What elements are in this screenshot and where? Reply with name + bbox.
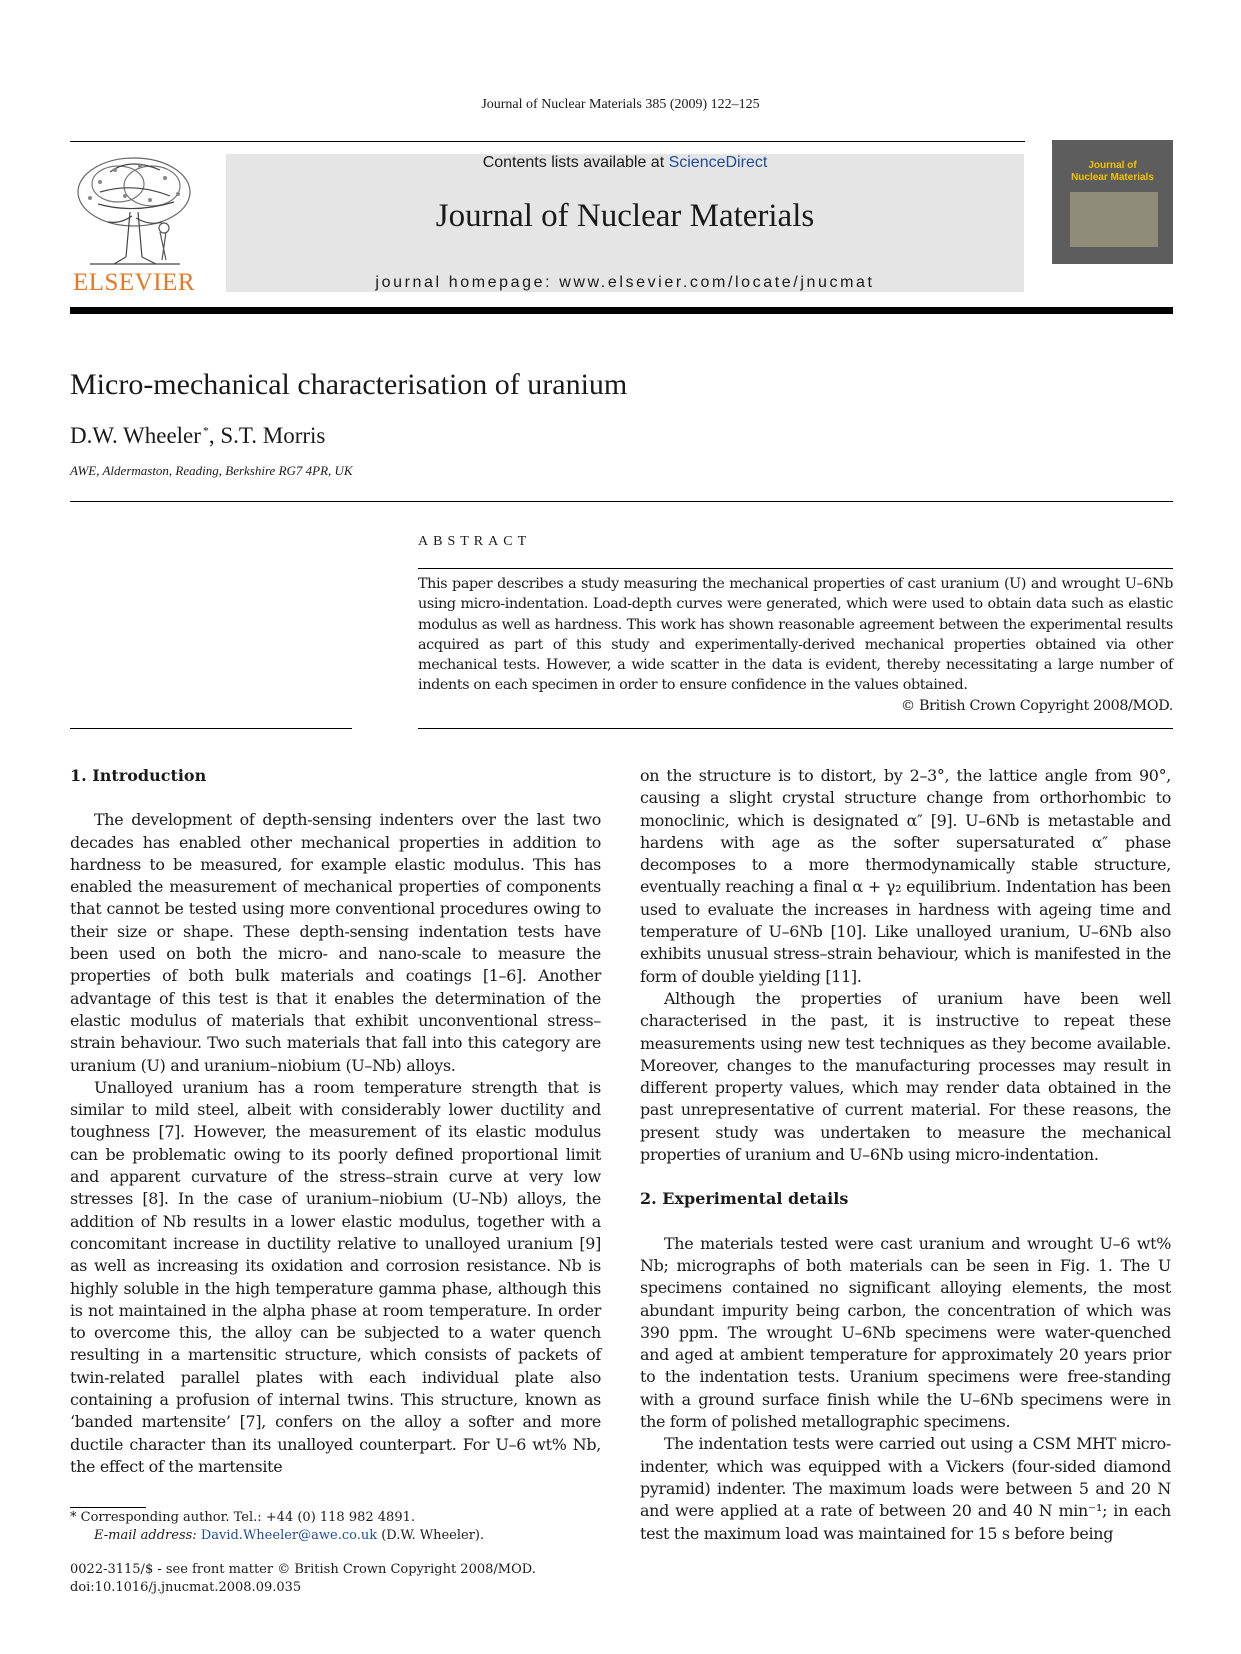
author-wheeler: D.W. Wheeler — [70, 423, 201, 448]
elsevier-wordmark: ELSEVIER — [72, 269, 196, 296]
abstract-copyright: © British Crown Copyright 2008/MOD. — [900, 697, 1173, 714]
intro-paragraph-2: Unalloyed uranium has a room temperature strength that is similar to mild steel, albeit with considerably lower ductility and toughness [7]. However, the measurement of its elastic modulus can be problematic owing to its poorly defined proportional limit and apparent curvature of the stress–strain curve at very low stresses [8]. In the case of uranium–niobium (U–Nb) alloys, the addition of Nb results in a lower elastic modulus, together with a concomitant increase in ductility relative to unalloyed uranium [9] as well as increasing its oxidation and corrosion resistance. Nb is highly soluble in the high temperature gamma phase, although this is not maintained in the alpha phase at room temperature. In order to overcome this, the alloy can be subjected to a water quench resulting in a martensitic structure, which consists of packets of twin-related parallel plates with each individual plate also containing a profusion of internal twins. This structure, known as ‘banded martensite’ [7], confers on the alloy a softer and more ductile character than its unalloyed counterpart. For U–6 wt% Nb, the effect of the martensite — [70, 1077, 601, 1476]
email-label: E-mail address: — [94, 1528, 201, 1543]
tree-icon — [70, 152, 198, 267]
abstract-end-rule-left — [70, 728, 352, 729]
contents-line — [226, 154, 1024, 172]
journal-title: Journal of Nuclear Materials — [435, 198, 815, 234]
affiliation: AWE, Aldermaston, Reading, Berkshire RG7 4PR, UK — [70, 463, 353, 478]
author-morris: , S.T. Morris — [208, 423, 326, 448]
front-matter — [70, 1561, 536, 1597]
banner-thick-rule — [70, 307, 1173, 314]
abstract-text: This paper describes a study measuring the mechanical properties of cast uranium (U) and wrought U–6Nb using micro-indentation. Load-depth curves were generated, which were used to obtain data such as elastic modulus as well as hardness. This work has shown reasonable agreement between the experimental results acquired as part of this study and experimentally-derived mechanical properties obtained via other mechanical tests. However, a wide scatter in the data is evident, thereby necessitating a large number of indents on each specimen in order to ensure confidence in the values obtained. — [418, 576, 1173, 694]
cover-micrograph — [1070, 192, 1158, 247]
cover-title — [1052, 160, 1173, 184]
cover-footer-band — [1052, 264, 1173, 292]
abstract-heading: ABSTRACT — [418, 534, 532, 549]
elsevier-logo — [70, 152, 198, 297]
abstract-end-rule-right — [418, 728, 1173, 729]
experimental-paragraph-1: The materials tested were cast uranium and wrought U–6 wt% Nb; micrographs of both materials can be seen in Fig. 1. The U specimens contained no significant alloying elements, the most abundant impurity being carbon, the concentration of which was 390 ppm. The wrought U–6Nb specimens were water-quenched and aged at ambient temperature for approximately 20 years prior to the indentation tests. Uranium specimens were free-standing with a ground surface finish while the U–6Nb specimens were in the form of polished metallographic specimens. — [640, 1233, 1171, 1432]
author-list — [70, 423, 325, 449]
header-rule — [70, 141, 1025, 142]
abstract-body — [418, 574, 1173, 716]
journal-cover — [1052, 140, 1173, 292]
intro-paragraph-3: on the structure is to distort, by 2–3°, the lattice angle from 90°, causing a slight crystal structure change from orthorhombic to monoclinic, which is designated α″ [9]. U–6Nb is metastable and hardens with age as the softer supersaturated α″ phase decomposes to a more thermodynamically stable structure, eventually reaching a final α + γ₂ equilibrium. Indentation has been used to evaluate the increases in hardness with ageing time and temperature of U–6Nb [10]. Like unalloyed uranium, U–6Nb also exhibits unusual stress–strain behaviour, which is manifested in the form of double yielding [11]. — [640, 766, 1171, 986]
sciencedirect-link[interactable]: ScienceDirect — [668, 154, 768, 171]
corresponding-mark[interactable]: * — [202, 423, 209, 438]
right-column — [640, 765, 1171, 1545]
doi-line[interactable]: doi:10.1016/j.jnucmat.2008.09.035 — [70, 1580, 302, 1595]
section-heading-experimental: 2. Experimental details — [640, 1189, 849, 1209]
experimental-paragraph-2: The indentation tests were carried out using a CSM MHT micro-indenter, which was equipped with a Vickers (four-sided diamond pyramid) indenter. The maximum loads were between 5 and 20 N and were applied at a rate of between 20 and 40 N min⁻¹; in each test the maximum load was maintained for 15 s before being — [640, 1434, 1171, 1543]
running-head: Journal of Nuclear Materials 385 (2009) 122–125 — [481, 97, 760, 112]
intro-paragraph-4: Although the properties of uranium have been well characterised in the past, it is instructive to repeat these measurements using new test techniques as they become available. Moreover, changes to the manufacturing processes may result in different property values, which may render data obtained in the past unrepresentative of current material. For these reasons, the present study was undertaken to measure the mechanical properties of uranium and U–6Nb using micro-indentation. — [640, 988, 1171, 1165]
journal-banner — [226, 154, 1024, 292]
section-heading-introduction: 1. Introduction — [70, 766, 207, 785]
left-column — [70, 765, 601, 1478]
footnote — [70, 1509, 484, 1545]
abstract-rule — [418, 568, 1173, 569]
issn-line: 0022-3115/$ - see front matter © British Crown Copyright 2008/MOD. — [70, 1562, 536, 1577]
footnote-email-line — [70, 1527, 484, 1545]
title-rule — [70, 501, 1173, 502]
email-link[interactable]: David.Wheeler@awe.co.uk — [200, 1528, 378, 1543]
cover-title-line2: Nuclear Materials — [1071, 172, 1154, 183]
cover-title-line1: Journal of — [1088, 160, 1137, 171]
article-title: Micro-mechanical characterisation of uranium — [70, 368, 628, 401]
email-suffix: (D.W. Wheeler). — [377, 1528, 485, 1543]
intro-paragraph-1: The development of depth-sensing indenters over the last two decades has enabled other mechanical properties in addition to hardness to be measured, for example elastic modulus. This has enabled the measurement of mechanical properties of components that cannot be tested using more conventional procedures owing to their size or shape. These depth-sensing indentation tests have been used on both the micro- and nano-scale to measure the properties of both bulk materials and coatings [1–6]. Another advantage of this test is that it enables the determination of the elastic modulus of materials that exhibit unconventional stress–strain behaviour. Two such materials that fall into this category are uranium (U) and uranium–niobium (U–Nb) alloys. — [70, 810, 601, 1075]
footnote-corresponding: * Corresponding author. Tel.: +44 (0) 118 982 4891. — [70, 1510, 416, 1525]
footnote-rule — [70, 1507, 146, 1508]
contents-prefix: Contents lists available at — [482, 154, 669, 171]
journal-homepage[interactable]: journal homepage: www.elsevier.com/locate/jnucmat — [375, 274, 875, 291]
